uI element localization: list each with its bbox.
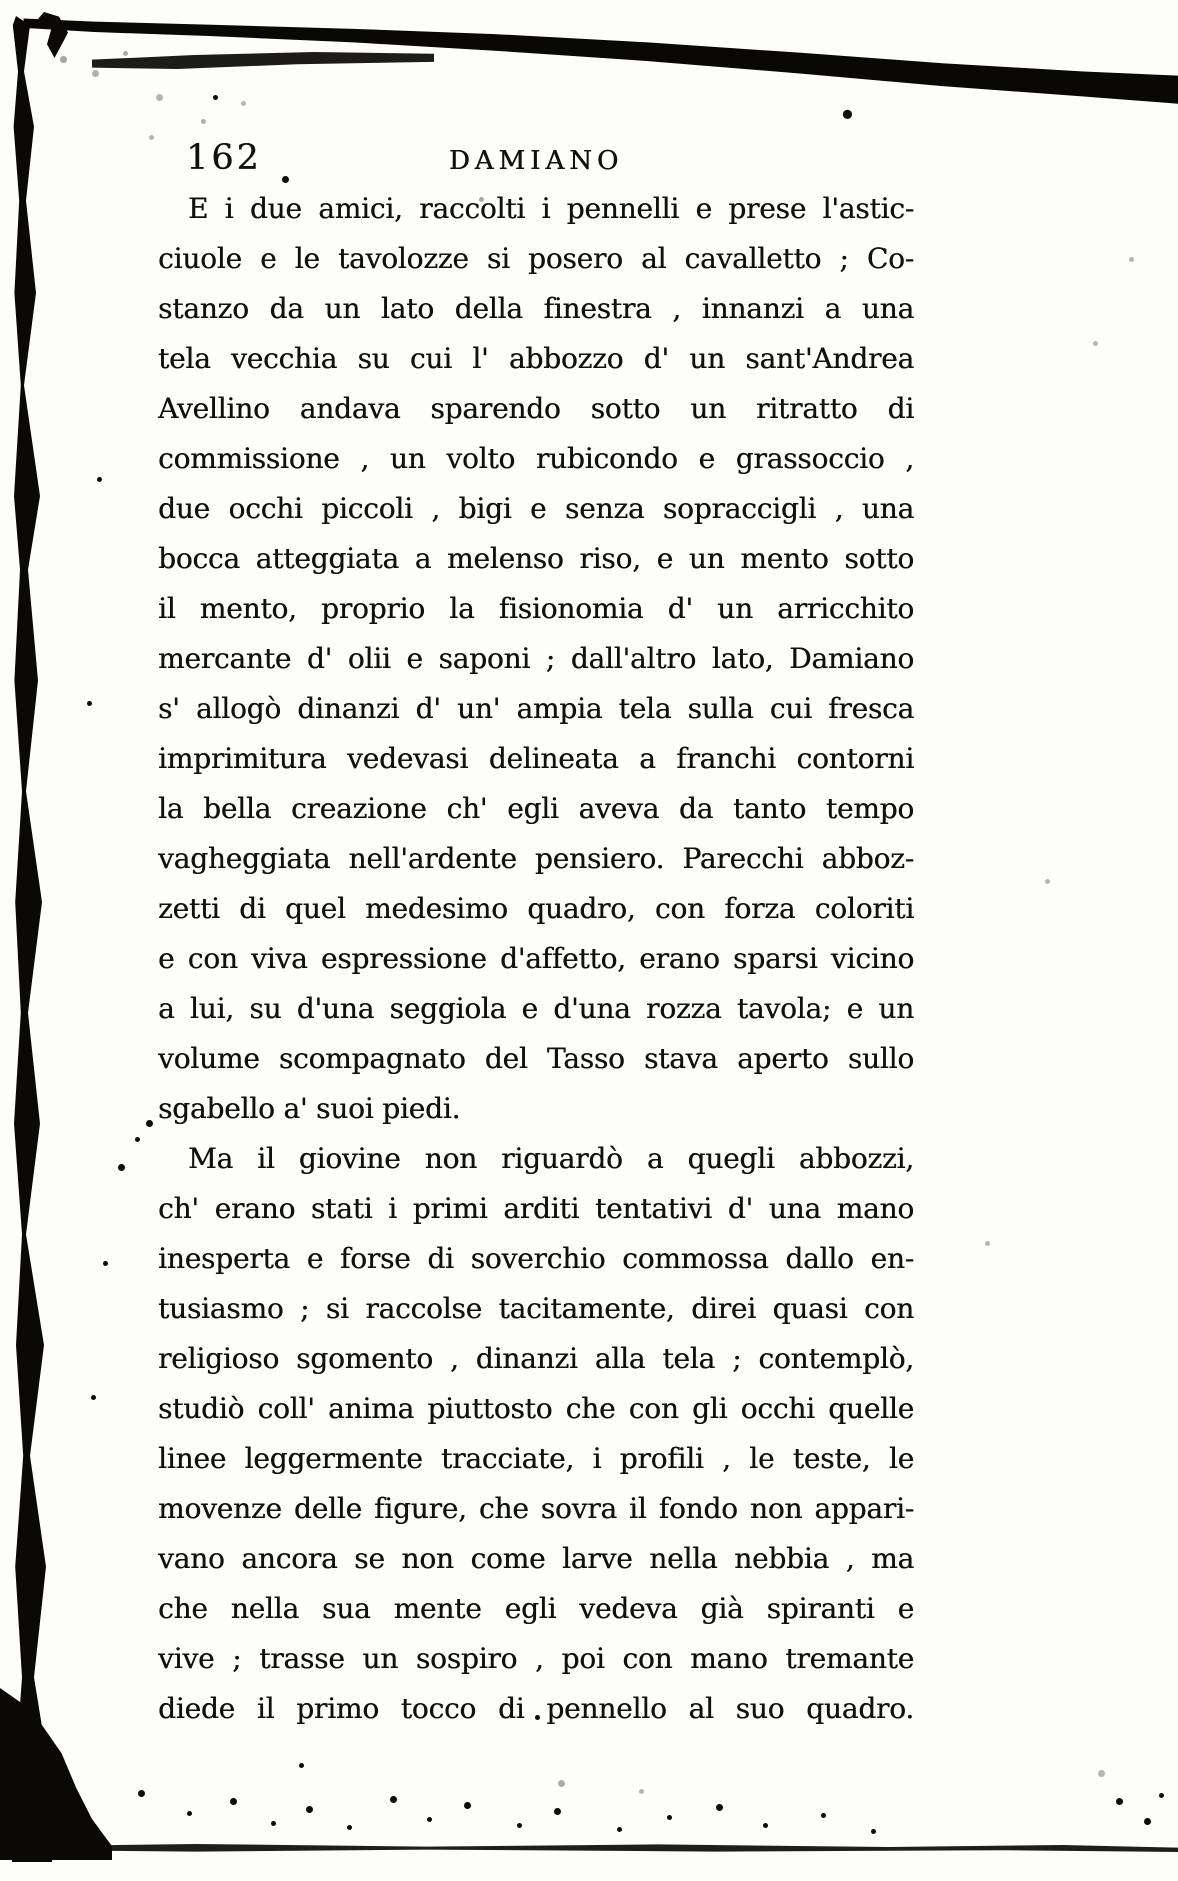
corner-ink-dot: • xyxy=(838,96,857,134)
scan-artifact-gray-speckles xyxy=(0,0,3,3)
text-line: Avellino andava sparendo sotto un ritratto di xyxy=(158,392,914,425)
text-line: tela vecchia su cui l' abbozzo d' un sant'Andrea xyxy=(158,342,914,375)
body-text xyxy=(158,184,914,1734)
text-line: commissione , un volto rubicondo e grassoccio , xyxy=(158,442,914,475)
page-title: DAMIANO xyxy=(448,146,624,176)
text-line: religioso sgomento , dinanzi alla tela ; contemplò, xyxy=(158,1342,914,1375)
text-line: ch' erano stati i primi arditi tentativi d' una mano xyxy=(158,1192,914,1225)
text-line: vano ancora se non come larve nella nebbia , ma xyxy=(158,1542,914,1575)
text-line: sgabello a' suoi piedi. xyxy=(158,1092,461,1125)
text-line: inesperta e forse di soverchio commossa dallo en- xyxy=(158,1242,914,1275)
text-line: due occhi piccoli , bigi e senza sopraccigli , una xyxy=(158,492,914,525)
text-line: mercante d' olii e saponi ; dall'altro lato, Damiano xyxy=(158,642,914,675)
text-line: vive ; trasse un sospiro , poi con mano tremante xyxy=(158,1642,914,1675)
scan-artifact-top-streak xyxy=(92,52,434,69)
text-line: Ma il giovine non riguardò a quegli abbozzi, xyxy=(188,1142,914,1175)
text-line: diede il primo tocco di pennello al suo quadro. xyxy=(158,1692,914,1725)
text-line: s' allogò dinanzi d' un' ampia tela sulla cui fresca xyxy=(158,692,914,725)
scan-artifact-corner-tick xyxy=(38,12,68,58)
text-line: che nella sua mente egli vedeva già spiranti e xyxy=(158,1592,914,1625)
text-line: il mento, proprio la fisionomia d' un arricchito xyxy=(158,592,914,625)
text-line: zetti di quel medesimo quadro, con forza coloriti xyxy=(158,892,914,925)
text-line: imprimitura vedevasi delineata a franchi contorni xyxy=(158,742,914,775)
text-line: e con viva espressione d'affetto, erano sparsi vicino xyxy=(158,942,914,975)
scan-artifact-bottom-line xyxy=(22,1842,1178,1852)
text-line: movenze delle figure, che sovra il fondo non appari- xyxy=(158,1492,914,1525)
text-line: a lui, su d'una seggiola e d'una rozza tavola; e un xyxy=(158,992,914,1025)
text-line: volume scompagnato del Tasso stava aperto sullo xyxy=(158,1042,914,1075)
text-line: la bella creazione ch' egli aveva da tanto tempo xyxy=(158,792,914,825)
text-line: studiò coll' anima piuttosto che con gli occhi quelle xyxy=(158,1392,914,1425)
scan-artifact-bottom-left-blob xyxy=(0,1688,112,1860)
text-line: E i due amici, raccolti i pennelli e prese l'astic- xyxy=(188,192,914,225)
text-line: tusiasmo ; si raccolse tacitamente, direi quasi con xyxy=(158,1292,914,1325)
text-line: vagheggiata nell'ardente pensiero. Parecchi abboz- xyxy=(158,842,914,875)
text-line: bocca atteggiata a melenso riso, e un mento sotto xyxy=(158,542,914,575)
scan-artifact-left-edge xyxy=(12,16,52,1862)
text-line: stanzo da un lato della finestra , innanzi a una xyxy=(158,292,914,325)
text-line: linee leggermente tracciate, i profili , le teste, le xyxy=(158,1442,914,1475)
text-line: ciuole e le tavolozze si posero al cavalletto ; Co- xyxy=(158,242,914,275)
page-number: 162 xyxy=(186,138,262,178)
